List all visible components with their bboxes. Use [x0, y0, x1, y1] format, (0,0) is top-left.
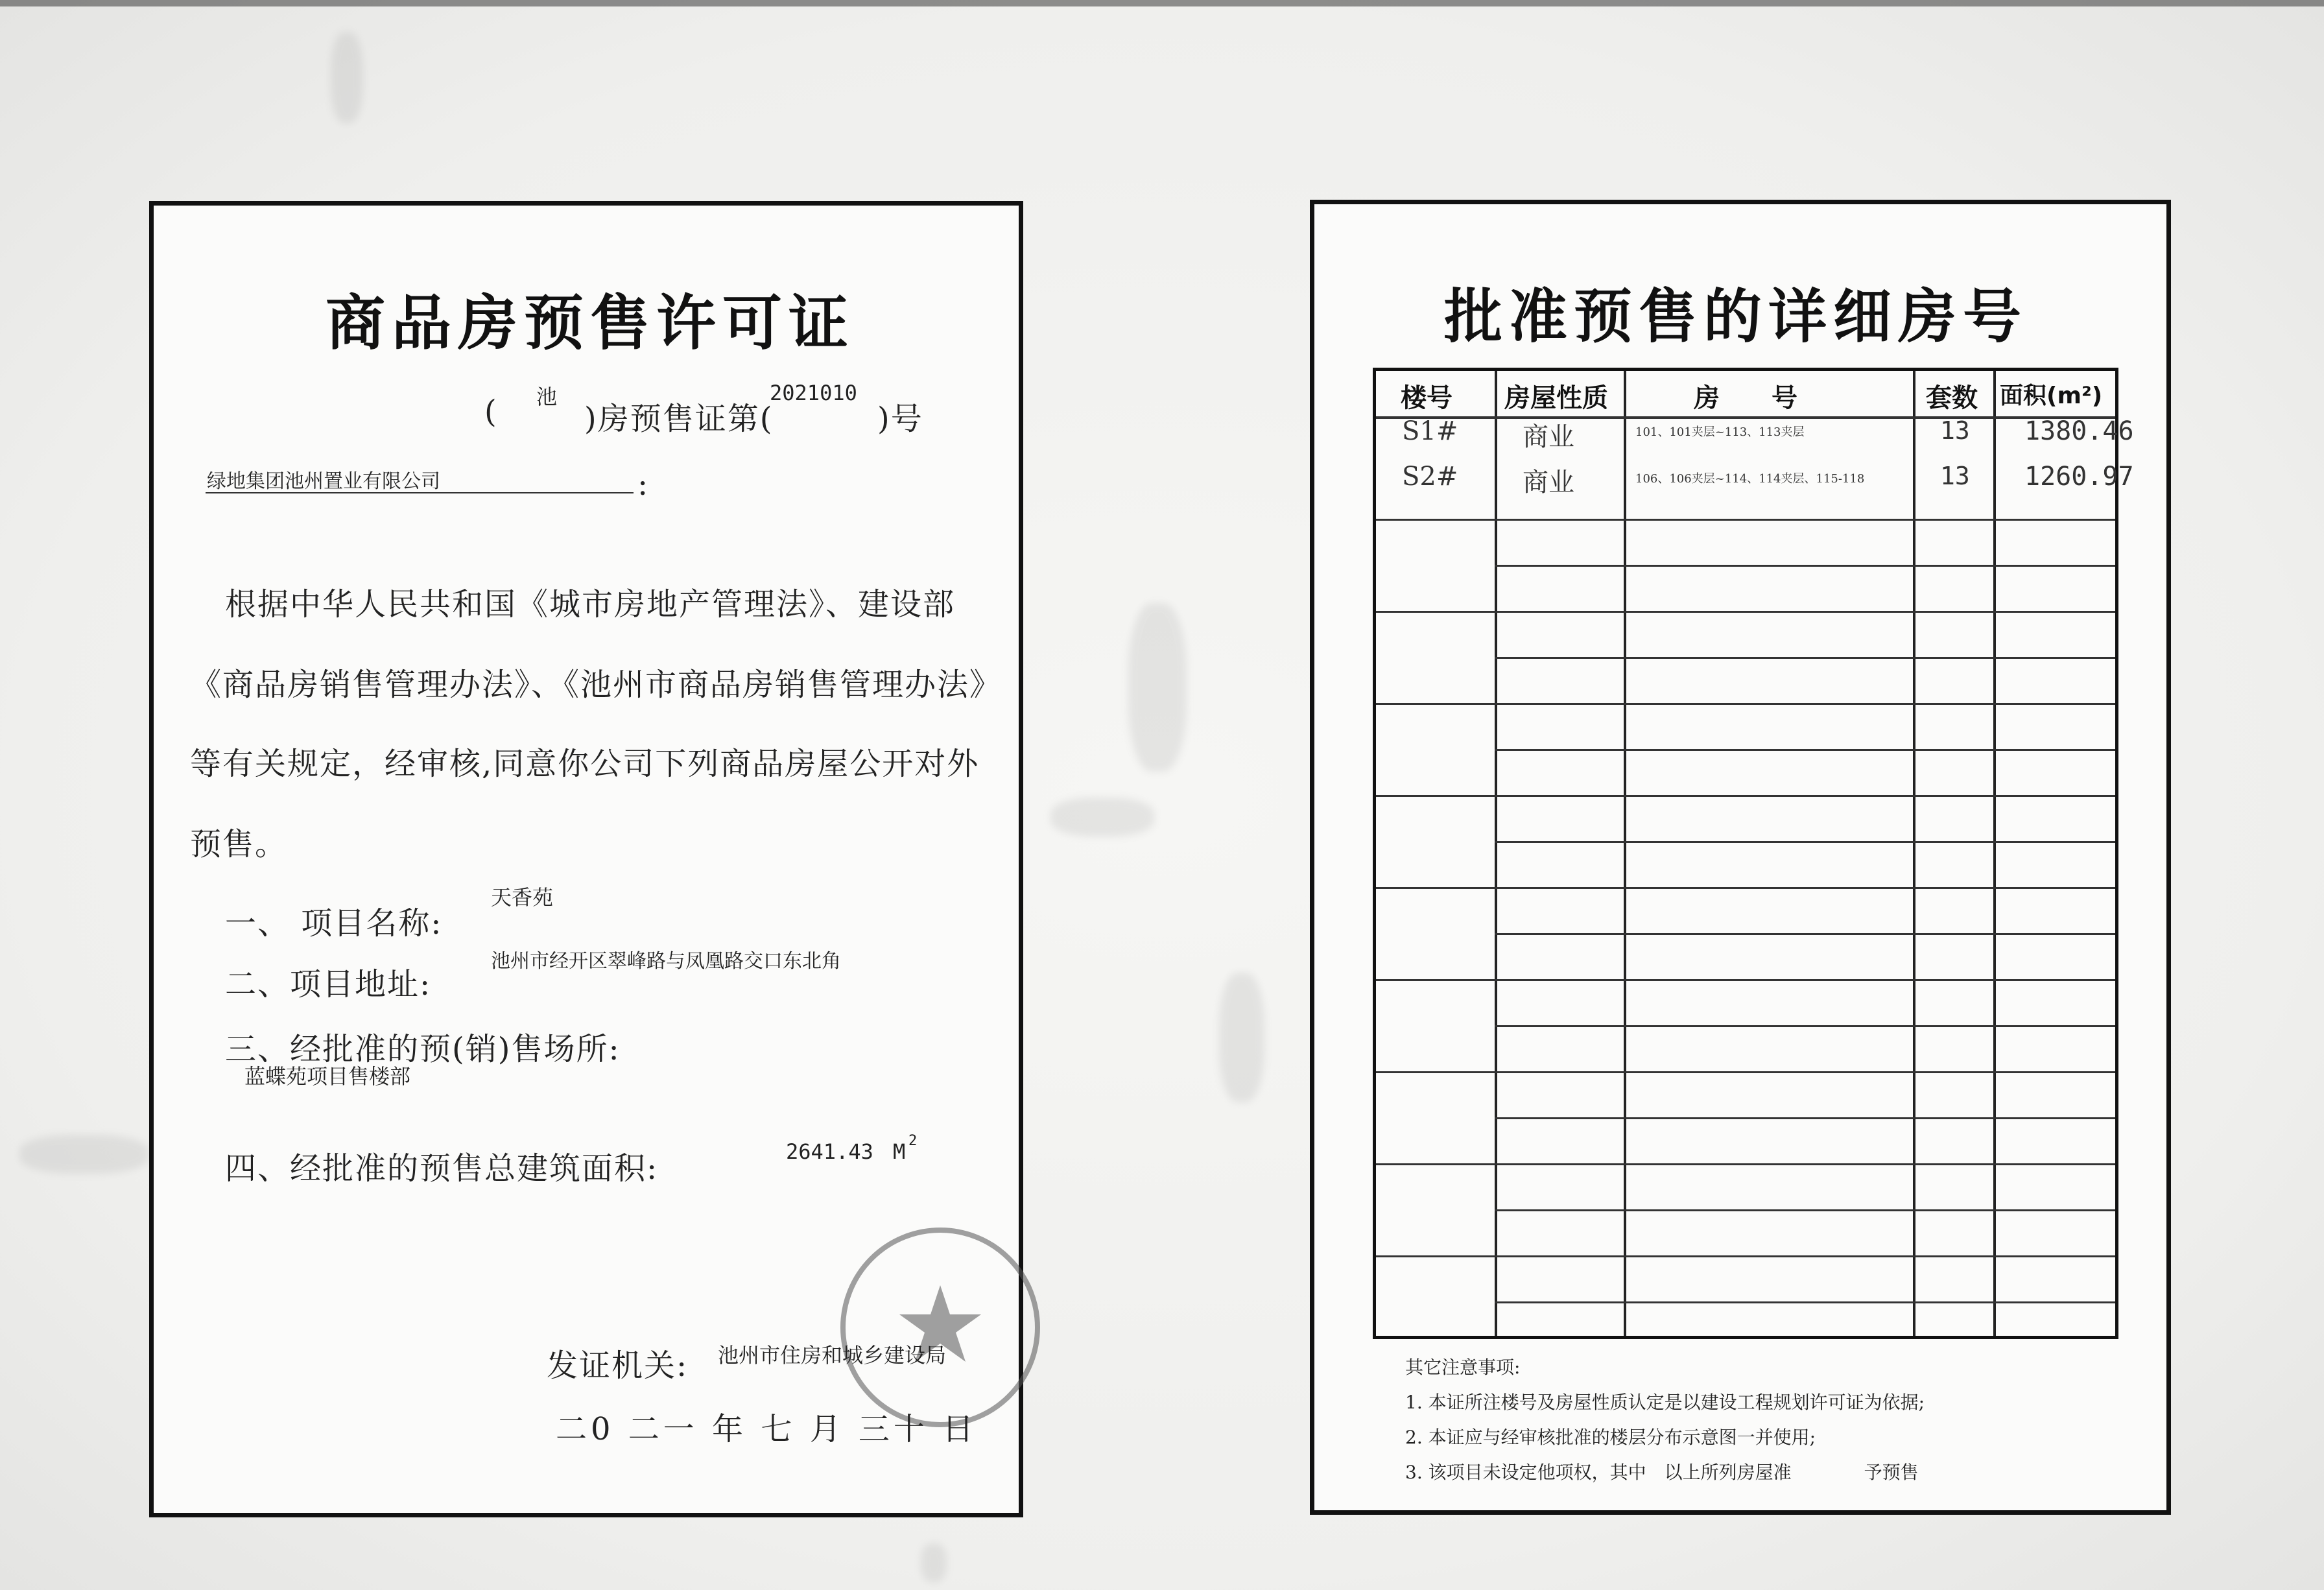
paragraph-line-4: 预售。: [190, 826, 288, 862]
sub-row-divider: [1495, 1301, 2115, 1303]
room-detail-table: [1373, 368, 2134, 1339]
header-count: 套数: [1926, 383, 1978, 413]
notes-title: 其它注意事项:: [1405, 1357, 1521, 1378]
company-name: 绿地集团池州置业有限公司: [207, 470, 440, 493]
note-2: 2. 本证应与经审核批准的楼层分布示意图一并使用;: [1405, 1427, 1816, 1448]
company-colon: :: [637, 466, 650, 503]
row-divider: [1376, 1255, 2115, 1257]
permit-title: 商品房预售许可证: [326, 289, 855, 358]
item-project-name-label: 一、 项目名称:: [225, 905, 443, 942]
item-total-area-unit-sup: 2: [908, 1133, 918, 1149]
item-total-area-unit: M: [893, 1139, 906, 1164]
smudge: [921, 1543, 947, 1582]
issue-date: 二0 二一 年 七 月 三十 日: [556, 1411, 978, 1447]
row-1-count: 13: [1940, 416, 1970, 445]
sub-row-divider: [1495, 657, 2115, 659]
sub-row-divider: [1495, 565, 2115, 567]
smudge: [19, 1135, 149, 1174]
column-divider: [1993, 371, 1996, 1336]
header-rooms: 房 号: [1694, 383, 1797, 413]
row-divider: [1376, 1071, 2115, 1073]
row-divider: [1376, 979, 2115, 981]
paragraph-line-3: 等有关规定，经审核,同意你公司下列商品房屋公开对外: [190, 746, 980, 782]
row-1-rooms: 101、101夹层~113、113夹层: [1635, 425, 1805, 439]
presale-permit-panel: [149, 201, 1023, 1517]
header-area: 面积(m²): [2000, 383, 2103, 409]
scan-top-edge: [0, 0, 2324, 6]
row-divider: [1376, 887, 2115, 889]
item-project-name-value: 天香苑: [491, 885, 554, 910]
sub-row-divider: [1495, 841, 2115, 843]
smudge: [331, 32, 363, 123]
cert-city: 池: [536, 385, 558, 409]
item-sales-office-value: 蓝蝶苑项目售楼部: [244, 1064, 411, 1089]
cert-suffix: )号: [877, 401, 923, 437]
note-1: 1. 本证所注楼号及房屋性质认定是以建设工程规划许可证为依据;: [1405, 1392, 1925, 1413]
room-detail-title: 批准预售的详细房号: [1444, 283, 2028, 351]
column-divider: [1913, 371, 1915, 1336]
sub-row-divider: [1495, 933, 2115, 935]
row-divider: [1376, 1163, 2115, 1165]
note-3: 3. 该项目未设定他项权，其中 以上所列房屋准 予预售: [1405, 1462, 1919, 1483]
row-1-building: S1#: [1402, 416, 1458, 446]
row-2-count: 13: [1940, 462, 1970, 490]
item-project-address-label: 二、项目地址:: [225, 966, 432, 1003]
item-total-area-value: 2641.43: [786, 1139, 873, 1164]
column-divider: [1495, 371, 1497, 1336]
row-2-rooms: 106、106夹层~114、114夹层、115-118: [1635, 472, 1865, 486]
row-divider: [1376, 795, 2115, 797]
row-divider: [1376, 611, 2115, 613]
sub-row-divider: [1495, 1025, 2115, 1027]
item-project-address-value: 池州市经开区翠峰路与凤凰路交口东北角: [491, 950, 841, 973]
cert-number: 2021010: [770, 381, 857, 405]
sub-row-divider: [1495, 1117, 2115, 1119]
row-divider: [1376, 519, 2115, 521]
cert-paren-open: (: [484, 394, 498, 430]
row-1-area: 1380.46: [2024, 416, 2134, 446]
issuer-label: 发证机关:: [547, 1347, 689, 1384]
item-sales-office-label: 三、经批准的预(销)售场所:: [225, 1031, 621, 1067]
row-2-nature: 商业: [1523, 468, 1574, 497]
room-detail-panel: [1310, 200, 2171, 1515]
header-nature: 房屋性质: [1504, 383, 1608, 413]
row-2-building: S2#: [1402, 462, 1458, 492]
paragraph-line-2: 《商品房销售管理办法》、《池州市商品房销售管理办法》: [190, 667, 1002, 703]
cert-number-label: )房预售证第(: [584, 401, 774, 437]
row-1-nature: 商业: [1523, 422, 1574, 452]
issuer-value: 池州市住房和城乡建设局: [718, 1343, 947, 1368]
paragraph-line-1: 根据中华人民共和国《城市房地产管理法》、建设部: [225, 586, 956, 623]
row-2-area: 1260.97: [2024, 462, 2134, 492]
item-total-area-label: 四、经批准的预售总建筑面积:: [225, 1150, 659, 1187]
smudge: [1128, 603, 1187, 772]
row-divider: [1376, 703, 2115, 705]
official-seal: [833, 1220, 1047, 1434]
header-divider: [1376, 416, 2115, 419]
sub-row-divider: [1495, 749, 2115, 751]
column-divider: [1624, 371, 1626, 1336]
smudge: [1219, 973, 1264, 1102]
header-building: 楼号: [1401, 383, 1452, 413]
smudge: [1050, 798, 1154, 837]
sub-row-divider: [1495, 1209, 2115, 1211]
